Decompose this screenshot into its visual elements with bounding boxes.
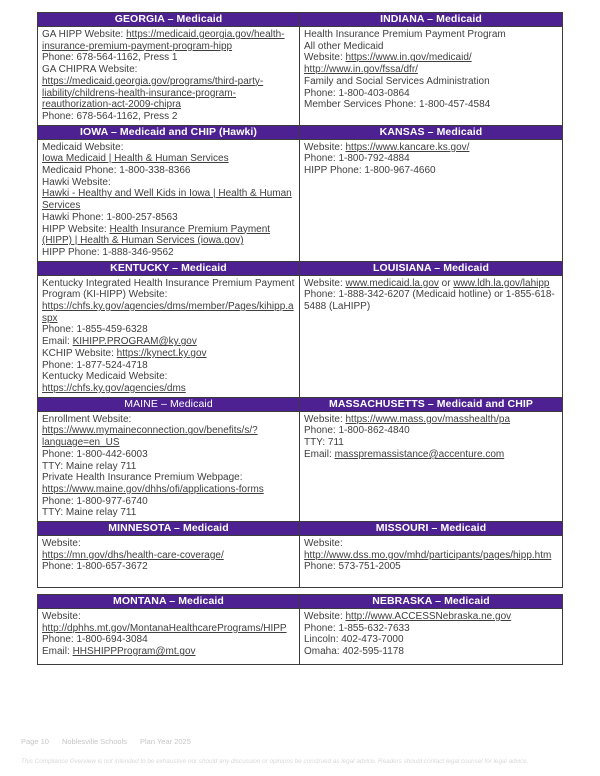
state-section-header-iowa: IOWA – Medicaid and CHIP (Hawki) bbox=[38, 126, 299, 140]
hyperlink[interactable]: Hawki - Healthy and Well Kids in Iowa | Health & Human Services bbox=[42, 188, 292, 212]
text-segment: Phone: 1-800-977-6740 bbox=[42, 495, 148, 507]
state-section-header-maine: MAINE – Medicaid bbox=[38, 398, 299, 412]
text-segment: Phone: 1-855-632-7633 bbox=[304, 622, 410, 634]
text-line bbox=[42, 52, 296, 64]
text-segment: Hawki Phone: 1-800-257-8563 bbox=[42, 211, 178, 223]
text-line bbox=[42, 301, 296, 324]
state-section-header-nebraska: NEBRASKA – Medicaid bbox=[300, 595, 562, 609]
text-segment: Phone: 1-800-403-0864 bbox=[304, 87, 410, 99]
text-line bbox=[42, 360, 296, 372]
text-line bbox=[42, 611, 296, 623]
text-line bbox=[42, 383, 296, 395]
text-line bbox=[42, 212, 296, 224]
hyperlink[interactable]: http://www.in.gov/fssa/dfr/ bbox=[304, 64, 418, 76]
text-segment: Lincoln: 402-473-7000 bbox=[304, 634, 404, 646]
text-segment: Phone: 573-751-2005 bbox=[304, 561, 401, 573]
state-cell-indiana bbox=[300, 13, 562, 125]
hyperlink[interactable]: Iowa Medicaid | Health & Human Services bbox=[42, 153, 229, 165]
state-cell-body bbox=[38, 276, 299, 397]
text-line bbox=[304, 437, 559, 449]
text-segment: Email: bbox=[42, 646, 73, 658]
text-line bbox=[42, 414, 296, 426]
hyperlink[interactable]: Health Insurance Premium Payment (HIPP) | Health & Human Services (iowa.gov) bbox=[42, 223, 271, 247]
text-line bbox=[42, 247, 296, 259]
hyperlink[interactable]: https://www.mymaineconnection.gov/benefits/s/?language=en_US bbox=[42, 425, 258, 449]
text-segment: Website: bbox=[304, 413, 346, 425]
text-segment: Email: bbox=[42, 336, 73, 348]
text-line bbox=[304, 634, 559, 646]
text-line bbox=[304, 76, 559, 88]
state-cell-body bbox=[38, 412, 299, 521]
hyperlink[interactable]: http://www.ACCESSNebraska.ne.gov bbox=[345, 611, 512, 623]
state-cell-body bbox=[38, 609, 299, 664]
text-line bbox=[42, 646, 296, 658]
text-segment: KCHIP Website: bbox=[42, 347, 117, 359]
state-cell-body bbox=[300, 609, 562, 664]
text-line bbox=[304, 550, 559, 562]
text-segment: TTY: Maine relay 711 bbox=[42, 460, 137, 472]
state-cell-body bbox=[38, 536, 299, 587]
text-segment: Phone: 1-888-342-6207 (Medicaid hotline) or 1-855-618-5488 (LaHIPP) bbox=[304, 289, 555, 313]
legal-disclaimer: This Compliance Overview is not intended to be exhaustive nor should any discussion or opinions be construed as legal advice. Readers should contact legal counsel for legal advice. bbox=[21, 758, 529, 765]
text-segment: Phone: 678-564-1162, Press 1 bbox=[42, 52, 178, 64]
hyperlink[interactable]: masspremassistance@accenture.com bbox=[334, 448, 505, 460]
state-section-header-louisiana: LOUISIANA – Medicaid bbox=[300, 262, 562, 276]
text-line bbox=[304, 289, 559, 312]
table-row bbox=[37, 521, 563, 588]
text-line bbox=[42, 371, 296, 383]
text-line bbox=[42, 64, 296, 76]
text-line bbox=[42, 111, 296, 123]
text-line bbox=[42, 153, 296, 165]
text-line bbox=[42, 561, 296, 573]
text-line bbox=[304, 623, 559, 635]
table-row bbox=[37, 397, 563, 522]
text-line bbox=[42, 623, 296, 635]
text-segment: Website: bbox=[304, 277, 346, 289]
text-line bbox=[42, 472, 296, 484]
hyperlink[interactable]: https://chfs.ky.gov/agencies/dms/member/Pages/kihipp.aspx bbox=[42, 301, 294, 324]
text-line bbox=[304, 99, 559, 111]
text-line bbox=[304, 449, 559, 461]
text-line bbox=[304, 165, 559, 177]
text-segment: Website: bbox=[42, 611, 81, 623]
text-line bbox=[42, 550, 296, 562]
hyperlink[interactable]: https://www.maine.gov/dhhs/ofi/applications-forms bbox=[42, 483, 264, 495]
hyperlink[interactable]: https://mn.gov/dhs/health-care-coverage/ bbox=[42, 549, 224, 561]
state-cell-nebraska bbox=[300, 595, 562, 664]
state-cell-body bbox=[300, 536, 562, 587]
text-segment: GA CHIPRA Website: bbox=[42, 64, 138, 76]
state-cell-kansas bbox=[300, 126, 562, 261]
hyperlink[interactable]: http://dphhs.mt.gov/MontanaHealthcarePrograms/HIPP bbox=[42, 622, 287, 634]
state-cell-iowa bbox=[38, 126, 300, 261]
text-line bbox=[42, 29, 296, 52]
text-line bbox=[42, 177, 296, 189]
text-line bbox=[42, 224, 296, 247]
text-line bbox=[304, 538, 559, 550]
state-section-header-minnesota: MINNESOTA – Medicaid bbox=[38, 522, 299, 536]
text-segment: HIPP Phone: 1-800-967-4660 bbox=[304, 165, 436, 177]
state-cell-body bbox=[300, 27, 562, 125]
hyperlink[interactable]: https://medicaid.georgia.gov/health-insurance-premium-payment-program-hipp bbox=[42, 29, 285, 52]
text-line bbox=[304, 142, 559, 154]
text-line bbox=[42, 165, 296, 177]
table-row bbox=[37, 594, 563, 665]
text-segment: Phone: 1-800-694-3084 bbox=[42, 634, 148, 646]
hyperlink[interactable]: https://chfs.ky.gov/agencies/dms bbox=[42, 382, 186, 394]
text-segment: TTY: Maine relay 711 bbox=[42, 507, 137, 519]
text-segment: Website: bbox=[304, 611, 346, 623]
text-segment: Website: bbox=[304, 538, 343, 550]
text-segment: GA HIPP Website: bbox=[42, 29, 127, 40]
text-line bbox=[42, 336, 296, 348]
state-section-header-kentucky: KENTUCKY – Medicaid bbox=[38, 262, 299, 276]
text-line bbox=[304, 29, 559, 41]
hyperlink[interactable]: https://www.kancare.ks.gov/ bbox=[345, 141, 470, 153]
text-line bbox=[42, 76, 296, 111]
text-segment: Member Services Phone: 1-800-457-4584 bbox=[304, 99, 491, 111]
hyperlink[interactable]: https://medicaid.georgia.gov/programs/third-party-liability/childrens-health-insurance-program-reauthorization-act-2009-chipra bbox=[42, 75, 264, 111]
text-segment: Omaha: 402-595-1178 bbox=[304, 646, 404, 658]
state-cell-minnesota bbox=[38, 522, 300, 587]
text-line bbox=[42, 324, 296, 336]
text-line bbox=[304, 52, 559, 64]
text-segment: Phone: 1-877-524-4718 bbox=[42, 359, 148, 371]
table-row bbox=[37, 12, 563, 126]
text-segment: Phone: 1-800-657-3672 bbox=[42, 561, 148, 573]
text-line bbox=[42, 278, 296, 301]
medicaid-table bbox=[37, 12, 563, 665]
text-line bbox=[304, 561, 559, 573]
text-segment: Website: bbox=[304, 141, 346, 153]
text-segment: Family and Social Services Administration bbox=[304, 75, 490, 87]
text-segment: Medicaid Phone: 1-800-338-8366 bbox=[42, 165, 191, 177]
hyperlink[interactable]: www.medicaid.la.gov bbox=[345, 277, 439, 289]
text-line bbox=[304, 278, 559, 290]
text-line bbox=[42, 496, 296, 508]
text-segment: Phone: 678-564-1162, Press 2 bbox=[42, 110, 178, 122]
text-segment: Website: bbox=[304, 52, 346, 64]
text-segment: Enrollment Website: bbox=[42, 413, 132, 425]
text-segment: Email: bbox=[304, 448, 335, 460]
text-line bbox=[42, 461, 296, 473]
text-line bbox=[304, 414, 559, 426]
text-segment: Phone: 1-800-862-4840 bbox=[304, 425, 410, 437]
text-segment: HIPP Phone: 1-888-346-9562 bbox=[42, 246, 174, 258]
table-row bbox=[37, 261, 563, 398]
state-section-header-massachusetts: MASSACHUSETTS – Medicaid and CHIP bbox=[300, 398, 562, 412]
text-line bbox=[42, 425, 296, 448]
text-line bbox=[42, 142, 296, 154]
hyperlink[interactable]: https://www.mass.gov/masshealth/pa bbox=[345, 413, 511, 425]
state-cell-body bbox=[300, 140, 562, 261]
text-segment: HIPP Website: bbox=[42, 223, 110, 235]
text-segment: Health Insurance Premium Payment Program bbox=[304, 29, 506, 40]
text-line bbox=[42, 348, 296, 360]
state-section-header-montana: MONTANA – Medicaid bbox=[38, 595, 299, 609]
text-line bbox=[304, 646, 559, 658]
table-row bbox=[37, 125, 563, 262]
text-line bbox=[304, 88, 559, 100]
text-segment: Private Health Insurance Premium Webpage: bbox=[42, 472, 243, 484]
state-section-header-indiana: INDIANA – Medicaid bbox=[300, 13, 562, 27]
text-line bbox=[304, 153, 559, 165]
text-line bbox=[304, 41, 559, 53]
state-cell-body bbox=[38, 27, 299, 125]
text-line bbox=[304, 425, 559, 437]
text-segment: Website: bbox=[42, 538, 81, 550]
text-segment: Kentucky Integrated Health Insurance Premium Payment Program (KI-HIPP) Website: bbox=[42, 277, 295, 301]
state-cell-body bbox=[300, 276, 562, 397]
state-cell-louisiana bbox=[300, 262, 562, 397]
footer-plan-year: Plan Year 2025 bbox=[140, 737, 191, 746]
footer-page-number: Page 10 bbox=[21, 737, 49, 746]
state-cell-body bbox=[300, 412, 562, 521]
state-cell-georgia bbox=[38, 13, 300, 125]
state-section-header-kansas: KANSAS – Medicaid bbox=[300, 126, 562, 140]
text-segment: Phone: 1-800-442-6003 bbox=[42, 448, 148, 460]
state-section-header-georgia: GEORGIA – Medicaid bbox=[38, 13, 299, 27]
text-line bbox=[42, 484, 296, 496]
state-section-header-missouri: MISSOURI – Medicaid bbox=[300, 522, 562, 536]
text-segment: Phone: 1-800-792-4884 bbox=[304, 153, 410, 165]
text-segment: or bbox=[438, 277, 454, 289]
text-line bbox=[42, 507, 296, 519]
text-segment: Kentucky Medicaid Website: bbox=[42, 371, 168, 383]
text-line bbox=[42, 188, 296, 211]
hyperlink[interactable]: http://www.dss.mo.gov/mhd/participants/pages/hipp.htm bbox=[304, 549, 552, 561]
text-line bbox=[42, 538, 296, 550]
page-footer bbox=[21, 737, 191, 746]
hyperlink[interactable]: HHSHIPPProgram@mt.gov bbox=[72, 646, 196, 658]
state-cell-massachusetts bbox=[300, 398, 562, 521]
state-cell-maine bbox=[38, 398, 300, 521]
text-segment: Medicaid Website: bbox=[42, 141, 124, 153]
text-segment: TTY: 711 bbox=[304, 437, 344, 449]
state-cell-montana bbox=[38, 595, 300, 664]
state-cell-missouri bbox=[300, 522, 562, 587]
state-cell-kentucky bbox=[38, 262, 300, 397]
text-segment: Hawki Website: bbox=[42, 176, 111, 188]
hyperlink[interactable]: https://kynect.ky.gov bbox=[116, 347, 207, 359]
hyperlink[interactable]: www.ldh.la.gov/lahipp bbox=[453, 277, 550, 289]
text-line bbox=[42, 634, 296, 646]
text-line bbox=[42, 449, 296, 461]
text-segment: Phone: 1-855-459-6328 bbox=[42, 324, 148, 336]
hyperlink[interactable]: https://www.in.gov/medicaid/ bbox=[345, 52, 472, 64]
text-line bbox=[304, 64, 559, 76]
footer-org-name: Noblesville Schools bbox=[61, 737, 127, 746]
text-line bbox=[304, 611, 559, 623]
state-cell-body bbox=[38, 140, 299, 261]
hyperlink[interactable]: KIHIPP.PROGRAM@ky.gov bbox=[72, 336, 197, 348]
text-segment: All other Medicaid bbox=[304, 40, 384, 52]
